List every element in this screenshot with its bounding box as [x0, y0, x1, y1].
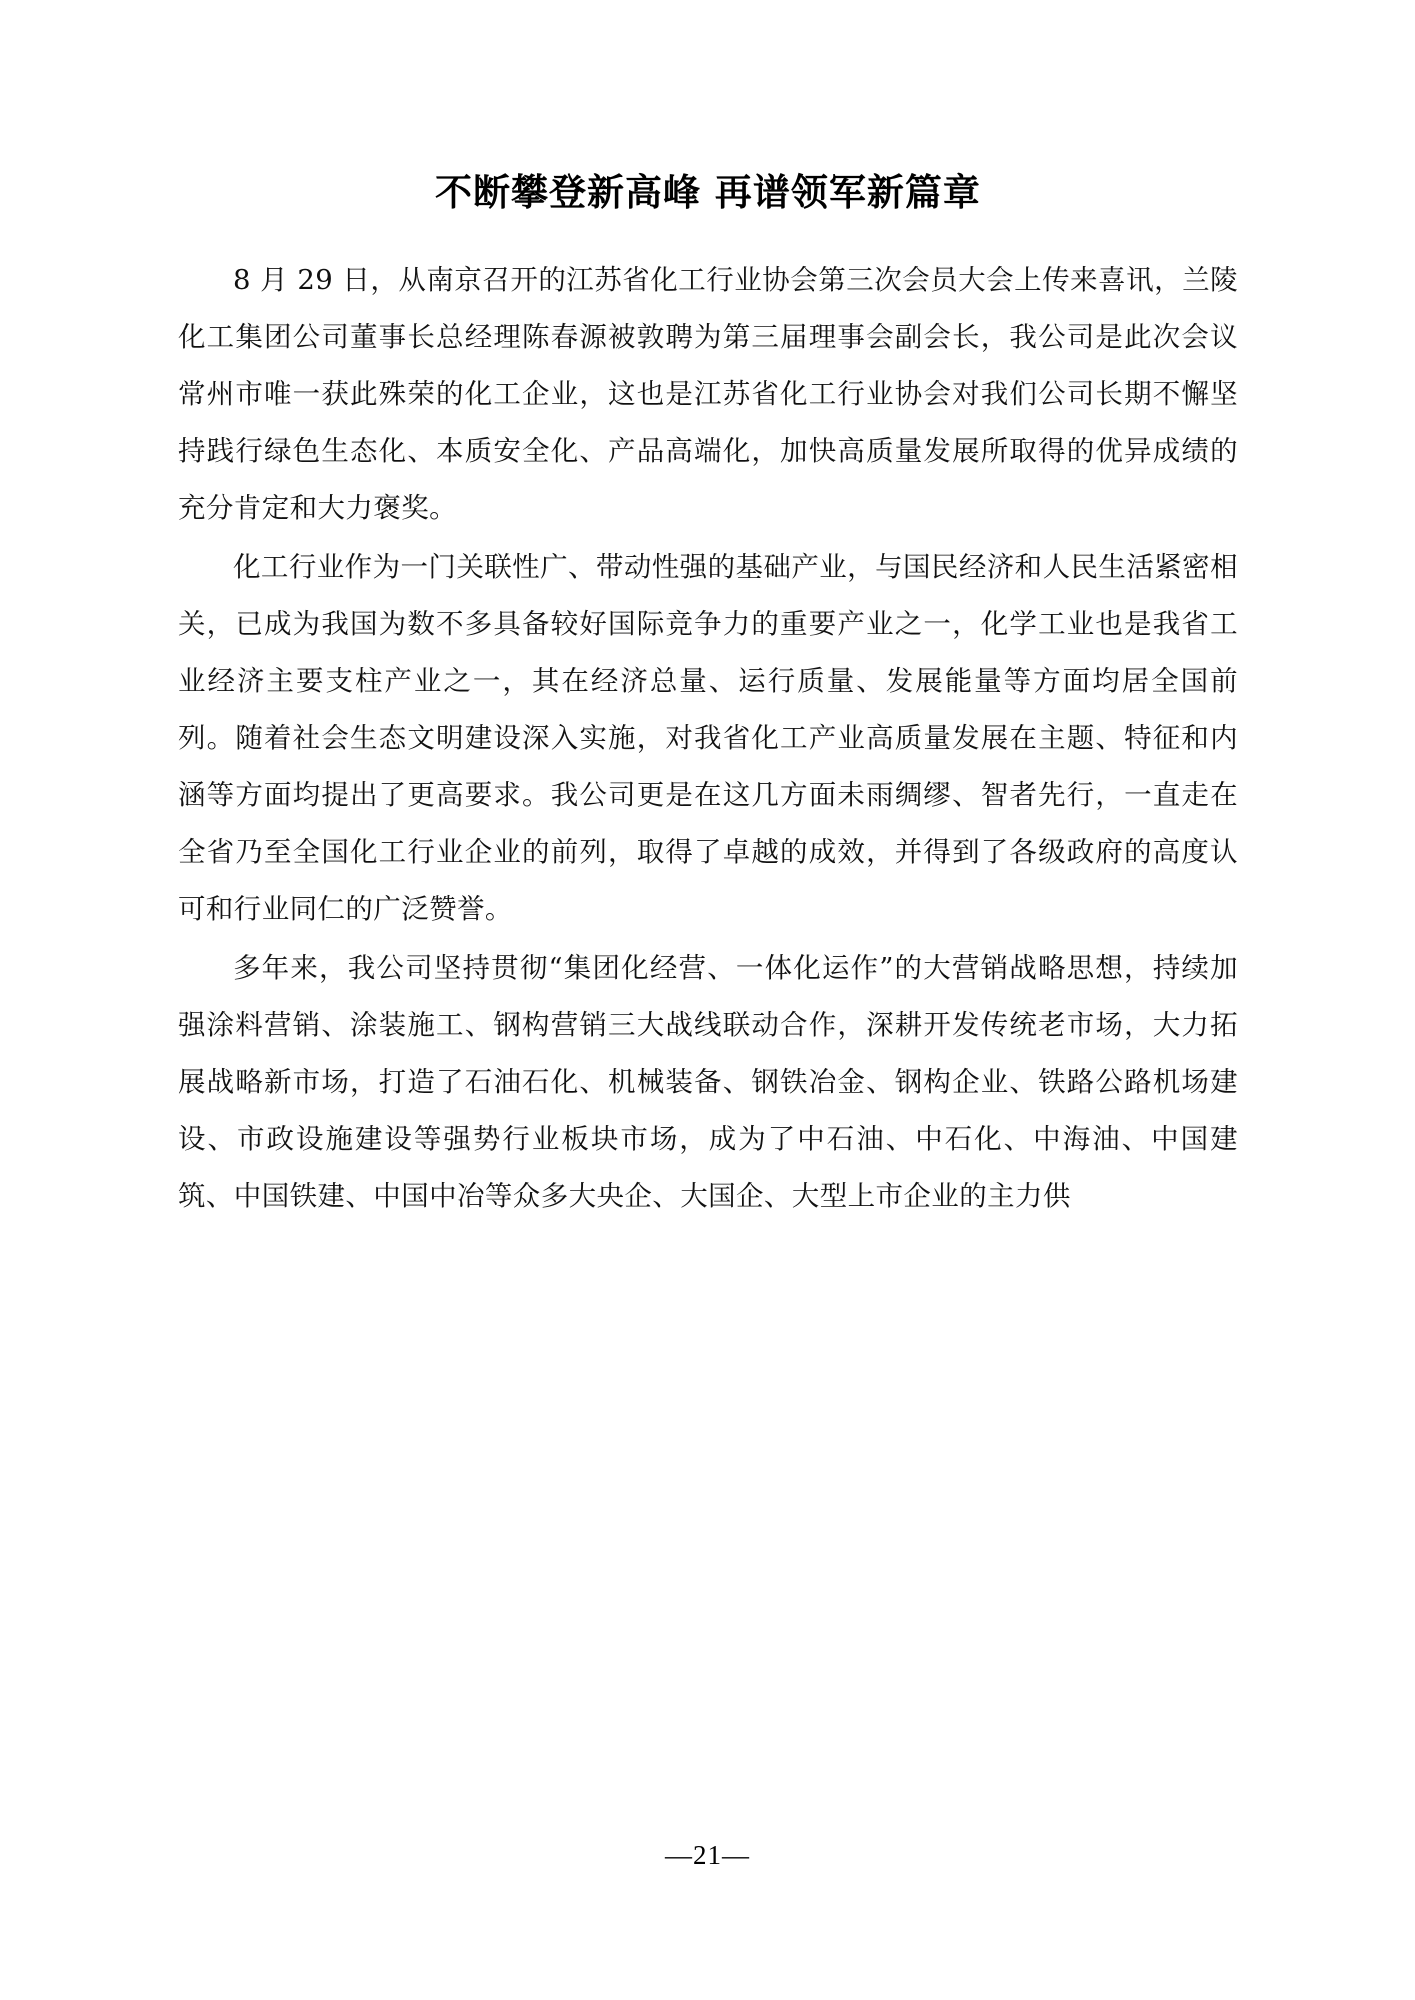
article-body [178, 216, 1238, 1225]
paragraph: 8 月 29 日，从南京召开的江苏省化工行业协会第三次会员大会上传来喜讯，兰陵化工集团公司董事长总经理陈春源被敦聘为第三届理事会副会长，我公司是此次会议常州市唯一获此殊荣的化工企业，这也是江苏省化工行业协会对我们公司长期不懈坚持践行绿色生态化、本质安全化、产品高端化，加快高质量发展所取得的优异成绩的充分肯定和大力褒奖。 [178, 264, 1238, 525]
paragraph: 化工行业作为一门关联性广、带动性强的基础产业，与国民经济和人民生活紧密相关，已成为我国为数不多具备较好国际竞争力的重要产业之一，化学工业也是我省工业经济主要支柱产业之一，其在经济总量、运行质量、发展能量等方面均居全国前列。随着社会生态文明建设深入实施，对我省化工产业高质量发展在主题、特征和内涵等方面均提出了更高要求。我公司更是在这几方面未雨绸缪、智者先行，一直走在全省乃至全国化工行业企业的前列，取得了卓越的成效，并得到了各级政府的高度认可和行业同仁的广泛赞誉。 [178, 551, 1238, 926]
page-title: 不断攀登新高峰 再谱领军新篇章 [435, 170, 981, 214]
page-number: —21— [665, 1840, 750, 1870]
page-content [178, 0, 1238, 1227]
paragraph: 多年来，我公司坚持贯彻“集团化经营、一体化运作”的大营销战略思想，持续加强涂料营销、涂装施工、钢构营销三大战线联动合作，深耕开发传统老市场，大力拓展战略新市场，打造了石油石化、机械装备、钢铁冶金、钢构企业、铁路公路机场建设、市政设施建设等强势行业板块市场，成为了中石油、中石化、中海油、中国建筑、中国铁建、中国中冶等众多大央企、大国企、大型上市企业的主力供 [178, 952, 1238, 1213]
